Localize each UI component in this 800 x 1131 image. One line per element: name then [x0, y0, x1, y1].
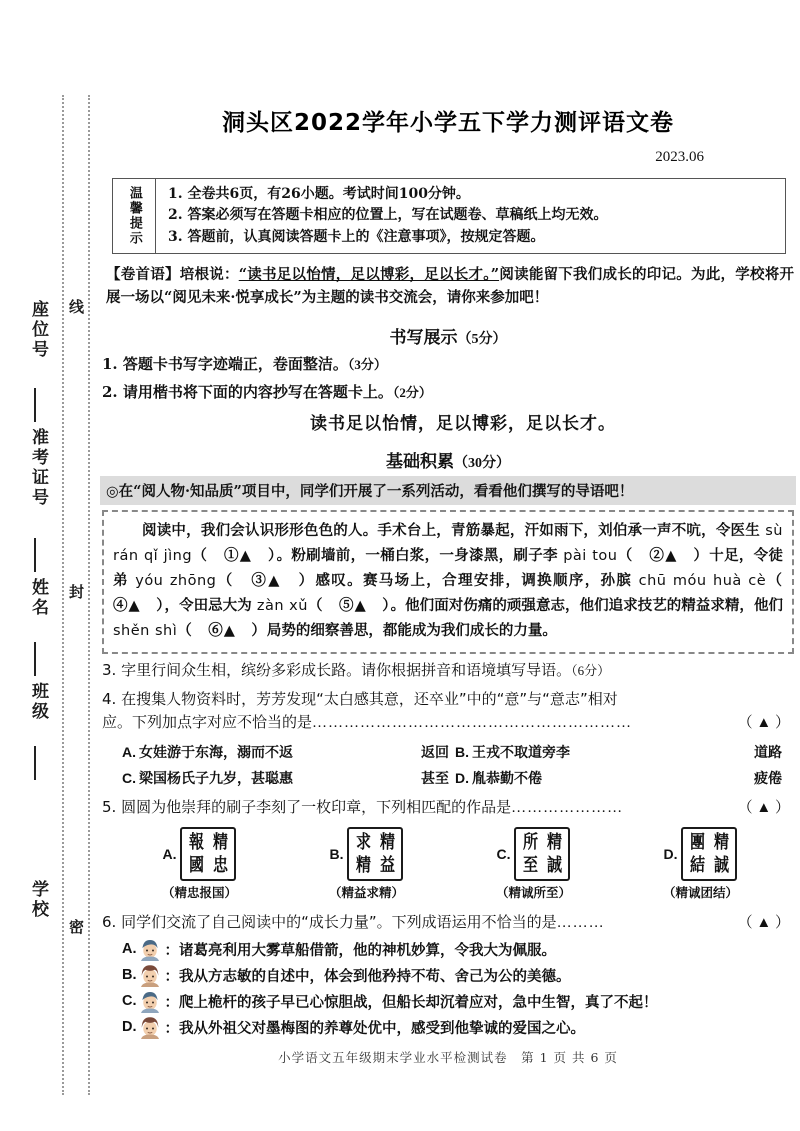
option-b-gloss: 道路	[754, 744, 782, 761]
option-d-key: D.	[663, 845, 678, 862]
question-4-text: 应。下列加点字对应不恰当的是	[102, 713, 313, 732]
option-b-key: B.	[122, 967, 137, 984]
option-c-gloss: 甚至	[421, 770, 449, 787]
pinyin-4: chū móu huà cè	[638, 573, 767, 590]
option-a-key: A.	[122, 941, 137, 958]
margin-rule-3	[34, 642, 36, 676]
option-b[interactable]	[329, 827, 404, 901]
seal-stamp-icon	[347, 827, 403, 881]
option-d-key: D.	[122, 1019, 137, 1036]
notice-box	[112, 178, 786, 254]
answer-blank-3: （ ③▲ ）	[216, 572, 316, 590]
exam-page-body	[96, 0, 800, 1131]
page-footer: 小学语文五年级期末学业水平检测试卷 第 1 页 共 6 页	[278, 1050, 618, 1065]
margin-dotted-line-inner	[88, 95, 90, 1095]
question-6-text: 6. 同学们交流了自己阅读中的“成长力量”。下列成语运用不恰当的是	[102, 912, 557, 931]
option-b[interactable]	[122, 963, 790, 987]
seal-stamp-icon	[514, 827, 570, 881]
question-5-answer-slot[interactable]: （ ▲ ）	[737, 799, 790, 816]
margin-mark-secret: 密	[66, 915, 87, 941]
option-d[interactable]	[663, 827, 738, 901]
option-a-text: ：诸葛亮利用大雾草船借箭，他的神机妙算，令我大为佩服。	[164, 941, 556, 959]
question-4-options	[122, 739, 788, 791]
option-c-caption: （精诚所至）	[495, 884, 571, 900]
question-6	[102, 911, 790, 936]
section-heading-basics	[96, 447, 800, 472]
question-5-options	[116, 827, 784, 901]
passage-part: ，令田忌大为	[164, 596, 257, 614]
exam-date: 2023.06	[655, 149, 704, 165]
avatar-boy-icon	[138, 937, 162, 961]
margin-dotted-line-outer	[62, 95, 64, 1095]
question-4-line-1: 4. 在搜集人物资料时，芳芳发现“太白感其意，还卒业”中的“意”与“意志”相对	[102, 689, 618, 708]
question-6-options	[96, 937, 800, 1039]
dot-leader: ……………………………………………………	[312, 715, 633, 732]
dot-leader: ………	[556, 914, 605, 931]
option-d-text: ：我从外祖父对墨梅图的养尊处优中，感受到他挚诚的爱国之心。	[164, 1019, 585, 1037]
section-heading-basics-points: （30分）	[454, 456, 510, 472]
option-d-key: D.	[455, 769, 469, 786]
option-b-text: ：我从方志敏的自述中，体会到他矜持不苟、舍己为公的美德。	[164, 967, 571, 985]
option-b-text: 王戎不取道旁李	[472, 744, 570, 761]
passage-part: 。他们面对伤痛的顽强意志，他们追求技艺的精益求精，他们	[390, 596, 784, 614]
pinyin-2: pài tou	[563, 548, 618, 565]
question-4-answer-slot[interactable]: （ ▲ ）	[737, 715, 790, 732]
notice-label-text: 温馨提示	[126, 185, 142, 246]
option-c-text: ：爬上桅杆的孩子早已心惊胆战，但船长却沉着应对，急中生智，真了不起！	[164, 993, 658, 1011]
seal-char: 求	[355, 830, 371, 853]
passage-part: 感叹。赛马场上，合理安排，调换顺序，孙膑	[315, 572, 639, 590]
option-d-text: 胤恭勤不倦	[472, 770, 542, 787]
option-c-text: 梁国杨氏子九岁，甚聪惠	[139, 770, 293, 787]
notice-item: 1. 全卷共6页，有26小题。考试时间100分钟。	[168, 186, 470, 202]
margin-field-admission-number: 准考证号	[28, 428, 48, 508]
passage-part: 阅读中，我们会认识形形色色的人。手术台上，青筋暴起，汗如雨下，刘伯承一声不吭，令医生	[142, 522, 766, 540]
seal-char: 精	[212, 830, 228, 853]
margin-field-name: 姓名	[28, 578, 48, 618]
seal-stamp-icon	[681, 827, 737, 881]
notice-item: 3. 答题前，认真阅读答题卡上的《注意事项》，按规定答题。	[168, 228, 545, 245]
notice-label	[113, 179, 156, 253]
margin-rule-4	[34, 746, 36, 780]
answer-blank-2: （ ②▲ ）	[617, 547, 710, 565]
preface-lead: 培根说：	[179, 265, 239, 283]
seal-char: 精	[379, 830, 395, 853]
dot-leader: …………………	[511, 799, 624, 816]
seal-char: 報	[188, 830, 204, 853]
question-3	[102, 659, 790, 683]
answer-blank-6: （ ⑥▲ ）	[177, 621, 267, 639]
question-4	[102, 688, 790, 736]
margin-rule-2	[34, 538, 36, 572]
question-5-text: 5. 圆圆为他崇拜的刷子李刻了一枚印章，下列相匹配的作品是	[102, 797, 512, 816]
answer-blank-1: （ ①▲ ）	[192, 547, 277, 565]
option-b[interactable]	[455, 739, 788, 765]
option-d[interactable]	[455, 765, 788, 791]
passage-part: 局势的细察善思，都能成为我们成长的力量。	[266, 621, 557, 639]
margin-field-school: 学校	[28, 880, 48, 920]
question-5	[102, 796, 790, 821]
notice-item-list	[156, 179, 785, 253]
seal-char: 誠	[546, 853, 562, 876]
question-6-answer-slot[interactable]: （ ▲ ）	[737, 914, 790, 931]
margin-mark-seal: 封	[66, 580, 87, 606]
margin-rule-1	[34, 388, 36, 422]
seal-char: 忠	[212, 853, 228, 876]
seal-char: 誠	[713, 853, 729, 876]
preface-rest: 阅读能留下我们成长的印记。为此，学校将开展一场以“阅见未来·悦享成长”为主题的读书交流会，请你来参加吧！	[106, 265, 794, 307]
seal-char: 精	[355, 853, 371, 876]
pinyin-5: zàn xǔ	[256, 597, 308, 614]
option-d-gloss: 疲倦	[754, 770, 782, 787]
option-c[interactable]	[122, 765, 455, 791]
notice-item: 2. 答案必须写在答题卡相应的位置上，写在试题卷、草稿纸上均无效。	[168, 207, 608, 224]
avatar-boy-icon	[138, 989, 162, 1013]
pinyin-6: shěn shì	[113, 622, 178, 639]
passage-part: 。粉刷墙前，一桶白浆，一身漆黑，刷子李	[276, 547, 564, 565]
pinyin-3: yóu zhōng	[135, 573, 217, 590]
avatar-girl-icon	[138, 1015, 162, 1039]
pinyin-1: sù rán qǐ jìng	[113, 523, 783, 565]
option-a-text: 女娃游于东海，溺而不返	[139, 744, 293, 761]
question-1-text: 1. 答题卡书写字迹端正，卷面整洁。	[102, 354, 348, 373]
option-a-key: A.	[122, 743, 136, 760]
option-d-caption: （精诚团结）	[662, 884, 738, 900]
option-b-key: B.	[329, 845, 344, 862]
option-b-key: B.	[455, 743, 469, 760]
option-a[interactable]	[162, 827, 237, 901]
project-banner: ◎在“阅人物·知品质”项目中，同学们开展了一系列活动，看看他们撰写的导语吧！	[100, 476, 796, 505]
section-heading-writing	[96, 323, 800, 348]
reading-passage-box	[102, 510, 799, 654]
seal-char: 結	[689, 853, 705, 876]
seal-stamp-icon	[180, 827, 236, 881]
option-a-key: A.	[162, 845, 177, 862]
option-c-key: C.	[122, 769, 136, 786]
seal-char: 精	[713, 830, 729, 853]
seal-char: 益	[379, 853, 395, 876]
preface-tag: 【卷首语】	[106, 265, 180, 283]
option-b-caption: （精益求精）	[328, 884, 404, 900]
calligraphy-copy-text: 读书足以怡情，足以博彩，足以长才。	[310, 414, 616, 435]
section-heading-basics-title: 基础积累	[386, 452, 454, 473]
question-3-points: （6分）	[571, 662, 611, 678]
option-a[interactable]	[122, 937, 790, 961]
margin-field-seat-number: 座位号	[28, 300, 48, 360]
seal-char: 至	[522, 853, 538, 876]
question-2-points: （2分）	[392, 385, 432, 401]
seal-char: 所	[522, 830, 538, 853]
seal-char: 精	[546, 830, 562, 853]
answer-blank-4: （ ④▲ ）	[113, 572, 799, 614]
option-c-key: C.	[122, 993, 137, 1010]
section-heading-writing-title: 书写展示	[389, 327, 458, 348]
preface-quote: “读书足以怡情，足以博彩，足以长才。”	[238, 265, 500, 283]
section-heading-writing-points: （5分）	[457, 331, 507, 347]
seal-char: 團	[689, 830, 705, 853]
option-a-caption: （精忠报国）	[161, 884, 237, 900]
option-a-gloss: 返回	[421, 744, 449, 761]
option-c[interactable]	[122, 989, 790, 1013]
option-c-key: C.	[496, 845, 511, 862]
question-1	[102, 353, 790, 377]
question-3-text: 3. 字里行间众生相，缤纷多彩成长路。请你根据拼音和语境填写导语。	[102, 660, 572, 679]
passage-part: 十足，令徒弟	[113, 547, 783, 590]
question-4-line-2	[102, 711, 790, 736]
exam-margin-strip	[0, 0, 96, 1131]
page-title: 洞头区2022学年小学五下学力测评语文卷	[221, 110, 674, 136]
question-1-points: （3分）	[347, 356, 387, 372]
question-2	[102, 381, 790, 405]
preface-paragraph	[106, 263, 794, 310]
seal-char: 國	[188, 853, 204, 876]
margin-mark-line: 线	[66, 295, 87, 321]
margin-field-class: 班级	[28, 682, 48, 722]
option-d[interactable]	[122, 1015, 790, 1039]
question-2-text: 2. 请用楷书将下面的内容抄写在答题卡上。	[102, 383, 393, 402]
option-c[interactable]	[496, 827, 571, 901]
avatar-girl-icon	[138, 963, 162, 987]
option-a[interactable]	[122, 739, 455, 765]
answer-blank-5: （ ⑤▲ ）	[307, 596, 391, 614]
